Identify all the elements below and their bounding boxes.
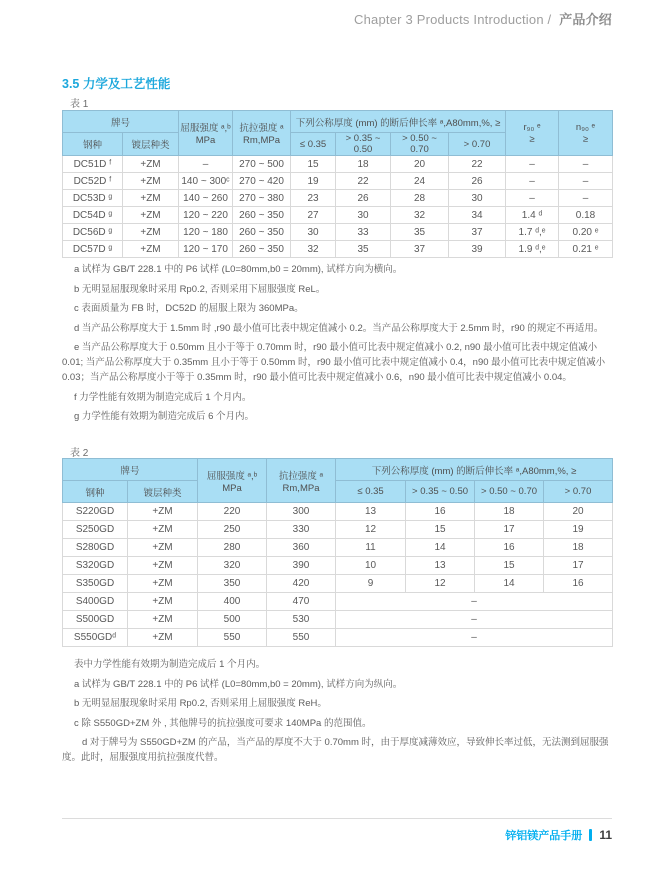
table-cell-merged: – (336, 629, 613, 647)
table-cell: 1.9 ᵈ,ᵉ (506, 241, 559, 258)
table-cell: S500GD (63, 611, 128, 629)
table1 (62, 110, 613, 258)
table-cell: 260 ~ 350 (233, 224, 291, 241)
table-cell: 19 (544, 521, 613, 539)
note: d 当产品公称厚度大于 1.5mm 时 ,r90 最小值可比表中规定值减小 0.2。当产品公称厚度大于 2.5mm 时，r90 的规定不再适用。 (74, 322, 604, 334)
table-cell: +ZM (123, 207, 179, 224)
table-row (63, 207, 613, 224)
table-cell: 35 (391, 224, 449, 241)
table-cell: – (559, 156, 613, 173)
table2 (62, 458, 613, 647)
table-cell: – (559, 173, 613, 190)
table-cell: DC56D ᵍ (63, 224, 123, 241)
table-cell: 330 (267, 521, 336, 539)
table-cell: 11 (336, 539, 406, 557)
table-cell: 10 (336, 557, 406, 575)
t2-header-yield (198, 459, 267, 503)
t2-header-steel: 钢种 (63, 481, 128, 503)
table-cell: 28 (391, 190, 449, 207)
table-cell: 530 (267, 611, 336, 629)
table1-notes (62, 262, 614, 429)
table-cell: 1.7 ᵈ,ᵉ (506, 224, 559, 241)
t1-header-th2: > 0.35 ~ 0.50 (336, 133, 391, 156)
table-cell: S250GD (63, 521, 128, 539)
t2-header-th3: > 0.50 ~ 0.70 (475, 481, 544, 503)
table-cell: +ZM (123, 173, 179, 190)
note: e 当产品公称厚度大于 0.50mm 且小于等于 0.70mm 时，r90 最小值可比表中规定值减小 0.2, n90 最小值可比表中规定值减小 0.01; 当产品公称厚度大于 0.35mm 且小于等于 0.50mm 时，r90 最小值可比表中规定值减小 0.4，n90 最小值可比表中规定值减小 0.03；当产品公称厚度小于等于 0.35mm 时，r90 最小值可比表中规定值减小 0.6，n90 最小值可比表中规定值减小 0.04。 (62, 342, 606, 383)
t1-header-elongation-group: 下列公称厚度 (mm) 的断后伸长率 ᵃ,A80mm,%, ≥ (291, 111, 506, 133)
table-cell: +ZM (128, 539, 198, 557)
table-cell: 260 ~ 350 (233, 241, 291, 258)
t1-header-yield-unit: MPa (195, 135, 216, 146)
table-cell: 9 (336, 575, 406, 593)
table-cell: 18 (475, 503, 544, 521)
table-cell: DC52D ᶠ (63, 173, 123, 190)
table-cell: 23 (291, 190, 336, 207)
table-cell: 120 ~ 180 (179, 224, 233, 241)
footer-rule (62, 818, 612, 819)
table-cell: 35 (336, 241, 391, 258)
t2-header-tensile-unit: Rm,MPa (282, 482, 320, 494)
table-cell: 14 (475, 575, 544, 593)
table-cell-merged: – (336, 593, 613, 611)
table-cell: 16 (475, 539, 544, 557)
table-cell: – (506, 190, 559, 207)
note: f 力学性能有效期为制造完成后 1 个月内。 (74, 391, 252, 403)
table-cell: 220 (198, 503, 267, 521)
table-cell: 550 (198, 629, 267, 647)
table-cell: 320 (198, 557, 267, 575)
table-cell: 260 ~ 350 (233, 207, 291, 224)
t2-header-yield-label: 屈服强度 ᵃ,ᵇ (206, 470, 258, 482)
table-cell: S280GD (63, 539, 128, 557)
t2-header-th4: > 0.70 (544, 481, 613, 503)
table-cell: 20 (544, 503, 613, 521)
table-cell: S400GD (63, 593, 128, 611)
table-cell: 32 (391, 207, 449, 224)
table-cell: 26 (336, 190, 391, 207)
t1-header-n90-gte: ≥ (582, 133, 589, 145)
footer (505, 827, 612, 843)
t1-header-r90-gte: ≥ (529, 133, 535, 145)
table-cell: 24 (391, 173, 449, 190)
table-cell: 39 (449, 241, 506, 258)
note: g 力学性能有效期为制造完成后 6 个月内。 (74, 411, 254, 422)
table-cell: 34 (449, 207, 506, 224)
table-row (63, 593, 613, 611)
table-cell: 420 (267, 575, 336, 593)
table-cell: 350 (198, 575, 267, 593)
t2-header-elongation-group: 下列公称厚度 (mm) 的断后伸长率 ᵃ,A80mm,%, ≥ (336, 459, 613, 481)
chapter-title-cn: 产品介绍 (559, 12, 612, 27)
table-cell: 18 (336, 156, 391, 173)
table-row (63, 521, 613, 539)
table-cell: S350GD (63, 575, 128, 593)
table-cell: – (179, 156, 233, 173)
table-row (63, 173, 613, 190)
table-cell: +ZM (128, 629, 198, 647)
table-cell: 120 ~ 220 (179, 207, 233, 224)
t1-header-steel: 钢种 (63, 133, 123, 156)
table-cell: 15 (475, 557, 544, 575)
table-cell: – (506, 173, 559, 190)
t1-header-th4: > 0.70 (449, 133, 506, 156)
table-row (63, 629, 613, 647)
table-cell: 33 (336, 224, 391, 241)
table-cell: DC54D ᵍ (63, 207, 123, 224)
table-cell: 30 (291, 224, 336, 241)
table-cell: 27 (291, 207, 336, 224)
t2-header-brand-group: 牌号 (63, 459, 198, 481)
t1-header-tensile-label: 抗拉强度 ᵃ (239, 123, 284, 134)
footer-divider-bar (589, 829, 592, 841)
table-cell: 30 (336, 207, 391, 224)
table-cell: 19 (291, 173, 336, 190)
table-cell: 17 (544, 557, 613, 575)
table-cell: 280 (198, 539, 267, 557)
table-cell: S550GDᵈ (63, 629, 128, 647)
table-cell: 140 ~ 300ᶜ (179, 173, 233, 190)
table-cell: 360 (267, 539, 336, 557)
table-cell: 14 (406, 539, 475, 557)
t1-header-n90-label: n₉₀ ᵉ (575, 121, 596, 133)
note: b 无明显屈服现象时采用 Rp0.2, 否则采用下屈服强度 ReL。 (74, 283, 326, 295)
note: c 除 S550GD+ZM 外 , 其他牌号的抗拉强度可要求 140MPa 的范围值。 (74, 717, 372, 729)
table-cell: +ZM (123, 224, 179, 241)
table-row (63, 241, 613, 258)
note: b 无明显屈服现象时采用 Rp0.2, 否则采用上屈服强度 ReH。 (74, 698, 327, 709)
table-cell: +ZM (128, 503, 198, 521)
table-cell: – (559, 190, 613, 207)
table-cell: 37 (391, 241, 449, 258)
table-row (63, 190, 613, 207)
table-cell: DC57D ᵍ (63, 241, 123, 258)
t1-header-r90 (506, 111, 559, 156)
table-row (63, 575, 613, 593)
chapter-title-en: Chapter 3 Products Introduction / (354, 12, 552, 27)
footer-manual-title: 锌铝镁产品手册 (505, 830, 583, 842)
t1-header-yield-label: 屈服强度 ᵃ,ᵇ (180, 123, 231, 134)
table-cell: 550 (267, 629, 336, 647)
table-row (63, 611, 613, 629)
table-cell: +ZM (128, 557, 198, 575)
t1-header-n90 (559, 111, 613, 156)
note: d 对于牌号为 S550GD+ZM 的产品，当产品的厚度不大于 0.70mm 时，由于厚度减薄效应，导致伸长率过低，无法测到屈服强度。此时，屈服强度用抗拉强度代替。 (62, 737, 609, 763)
table-cell: 270 ~ 500 (233, 156, 291, 173)
t1-header-th3: > 0.50 ~ 0.70 (391, 133, 449, 156)
t1-header-brand-group: 牌号 (63, 111, 179, 133)
chapter-header (354, 9, 612, 28)
table2-notes (62, 657, 614, 770)
table-cell: 13 (336, 503, 406, 521)
table-cell: +ZM (123, 241, 179, 258)
table-row (63, 156, 613, 173)
table-cell: 300 (267, 503, 336, 521)
table-cell: +ZM (128, 521, 198, 539)
t1-header-th1: ≤ 0.35 (291, 133, 336, 156)
table-cell: 270 ~ 380 (233, 190, 291, 207)
table-cell: 22 (336, 173, 391, 190)
t1-header-tensile (233, 111, 291, 156)
note: a 试样为 GB/T 228.1 中的 P6 试样 (L0=80mm,b0 = 20mm), 试样方向为纵向。 (74, 678, 403, 690)
table-cell: 37 (449, 224, 506, 241)
t1-header-coating: 镀层种类 (123, 133, 179, 156)
table-cell: 30 (449, 190, 506, 207)
table-row (63, 539, 613, 557)
table-cell: 0.20 ᵉ (559, 224, 613, 241)
table-cell: S220GD (63, 503, 128, 521)
table-cell: +ZM (123, 156, 179, 173)
table-row (63, 224, 613, 241)
table-cell: 12 (336, 521, 406, 539)
table-cell: 15 (291, 156, 336, 173)
table-cell: 390 (267, 557, 336, 575)
table-cell: 470 (267, 593, 336, 611)
table1-caption: 表 1 (70, 99, 89, 110)
table-cell: 17 (475, 521, 544, 539)
table-cell: 400 (198, 593, 267, 611)
table-cell: +ZM (128, 611, 198, 629)
t2-header-yield-unit: MPa (222, 482, 242, 494)
t2-header-th2: > 0.35 ~ 0.50 (406, 481, 475, 503)
table-cell: 140 ~ 260 (179, 190, 233, 207)
t1-header-yield (179, 111, 233, 156)
table-cell: 18 (544, 539, 613, 557)
table-cell: 20 (391, 156, 449, 173)
t2-header-th1: ≤ 0.35 (336, 481, 406, 503)
table-cell: 0.18 (559, 207, 613, 224)
table-cell: 13 (406, 557, 475, 575)
section-title: 3.5 力学及工艺性能 (62, 77, 171, 91)
note: a 试样为 GB/T 228.1 中的 P6 试样 (L0=80mm,b0 = 20mm), 试样方向为横向。 (74, 264, 403, 275)
table-cell: +ZM (123, 190, 179, 207)
table-cell: 120 ~ 170 (179, 241, 233, 258)
table-cell: +ZM (128, 593, 198, 611)
table2-caption: 表 2 (70, 448, 89, 459)
table-cell: 500 (198, 611, 267, 629)
table-cell: +ZM (128, 575, 198, 593)
table-cell: 1.4 ᵈ (506, 207, 559, 224)
t2-header-tensile (267, 459, 336, 503)
table-cell: 15 (406, 521, 475, 539)
table-cell: 22 (449, 156, 506, 173)
t2-header-tensile-label: 抗拉强度 ᵃ (278, 470, 324, 482)
table-cell: 0.21 ᵉ (559, 241, 613, 258)
footer-page-number: 11 (599, 828, 612, 842)
table-cell: DC51D ᶠ (63, 156, 123, 173)
t2-header-coating: 镀层种类 (128, 481, 198, 503)
t1-header-tensile-unit: Rm,MPa (243, 135, 280, 146)
table-cell: 16 (406, 503, 475, 521)
table-cell: S320GD (63, 557, 128, 575)
table-cell: 250 (198, 521, 267, 539)
table-cell-merged: – (336, 611, 613, 629)
table-row (63, 557, 613, 575)
table-row (63, 503, 613, 521)
t1-header-r90-label: r₉₀ ᵉ (523, 121, 541, 133)
note: c 表面质量为 FB 时，DC52D 的屈服上限为 360MPa。 (74, 303, 304, 314)
table-cell: 32 (291, 241, 336, 258)
table-cell: 270 ~ 420 (233, 173, 291, 190)
table-cell: 16 (544, 575, 613, 593)
table-cell: DC53D ᵍ (63, 190, 123, 207)
table-cell: 12 (406, 575, 475, 593)
table-cell: – (506, 156, 559, 173)
note: 表中力学性能有效期为制造完成后 1 个月内。 (74, 659, 266, 670)
table-cell: 26 (449, 173, 506, 190)
